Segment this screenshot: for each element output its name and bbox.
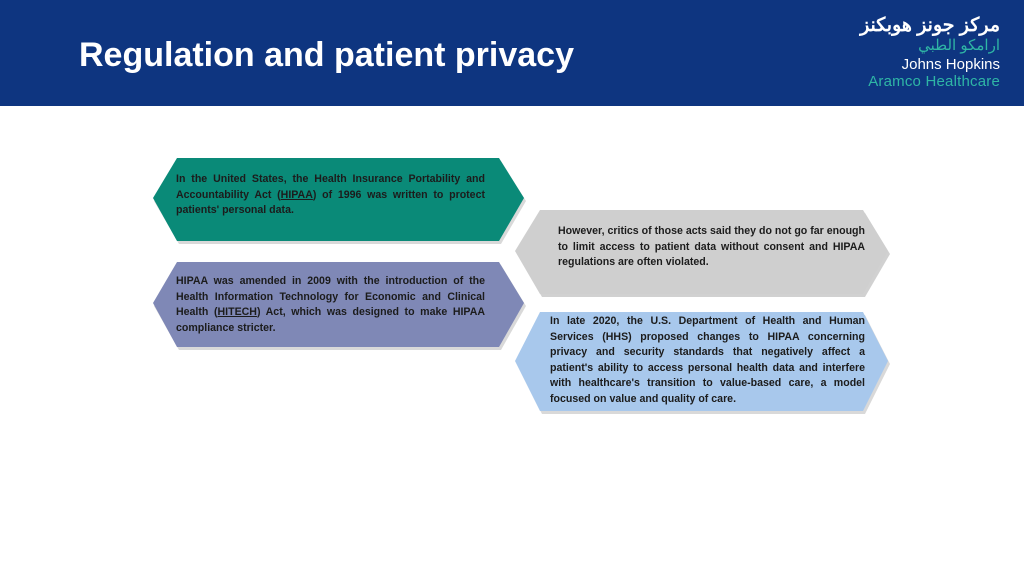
logo-arabic-line1: مركز جونز هوبكنز [860,15,1000,36]
logo-arabic-line2: ارامكو الطبي [918,37,1000,54]
logo-english-line1: Johns Hopkins [901,56,1000,73]
hipaa-link[interactable]: HIPAA [280,188,313,201]
hitech-link[interactable]: HITECH [217,306,257,318]
header-bar [0,0,1024,106]
critics-text: However, critics of those acts said they do not go far enough to limit access to patient data without consent and HIPAA regulations are often violated. [558,225,865,268]
hitech-box [153,262,527,350]
hipaa-intro-text-pre: In the United States, the Health Insurance Portability and Accountability Act ( [176,173,485,201]
hhs-changes-text: In late 2020, the U.S. Department of Health and Human Services (HHS) proposed changes to HIPAA concerning privacy and security standards that negatively affect a patient's ability to access personal health data and interfere with healthcare's transition to value-based care, a model focused on value and quality of care. [550,315,865,405]
hipaa-intro-text [176,172,485,219]
hipaa-intro-box [153,158,527,244]
johns-hopkins-aramco-logo [820,14,1000,94]
hitech-text [176,274,485,336]
slide-title: Regulation and patient privacy [79,36,574,74]
hitech-text-post: ) Act, which was designed to make HIPAA compliance stricter. [176,306,485,334]
logo-english-line2: Aramco Healthcare [868,73,1000,90]
hipaa-intro-text-post: ) of 1996 was written to protect patients' personal data. [176,188,485,216]
hhs-changes-box [515,312,891,414]
critics-box [515,210,891,297]
hitech-text-pre: HIPAA was amended in 2009 with the introduction of the Health Information Technology for Economic and Clinical Health ( [176,275,485,318]
